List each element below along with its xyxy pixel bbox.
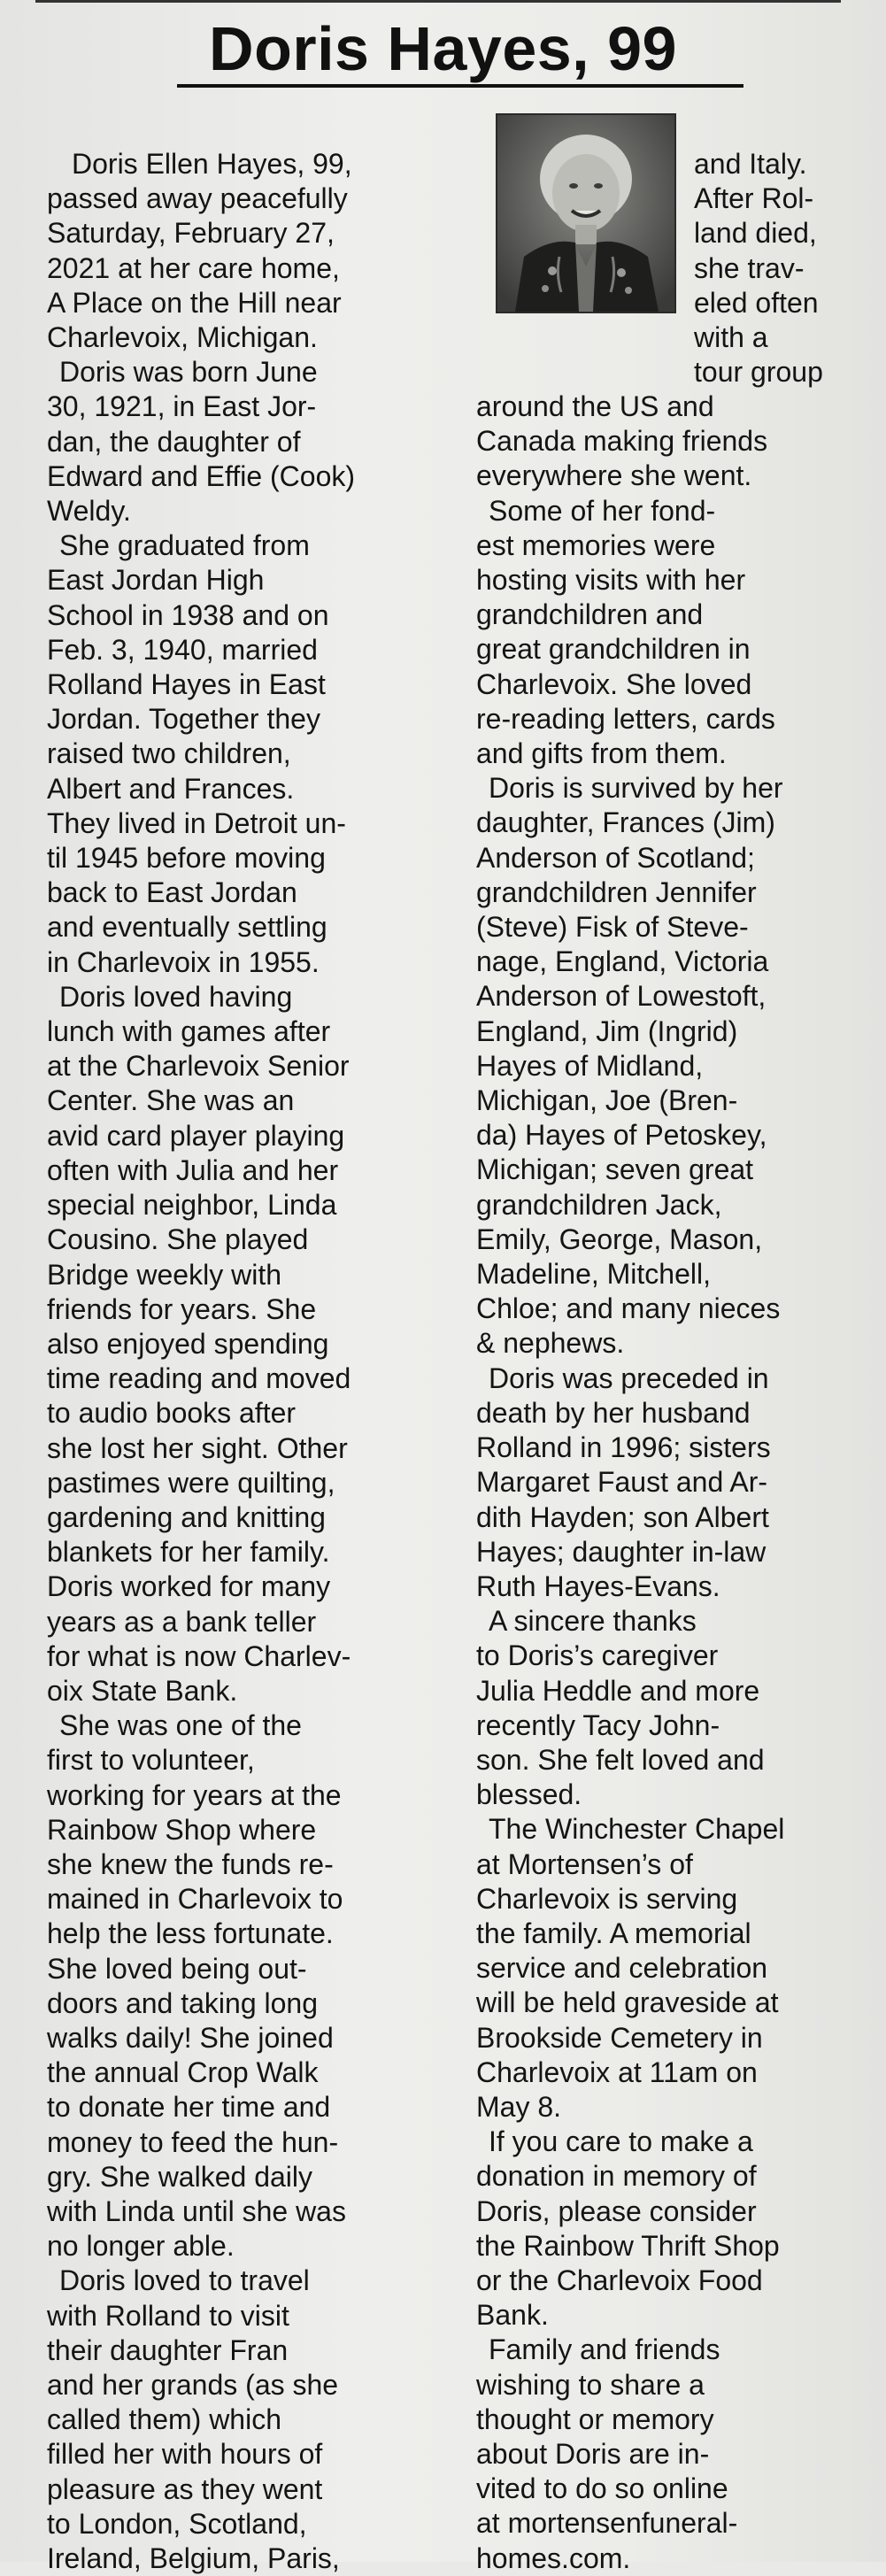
paragraph-death-notice: Doris Ellen Hayes, 99, passed away peacefully Saturday, February 27, 2021 at her care home, A Place on the Hill near Charlevoix, Michigan. xyxy=(47,148,352,354)
paragraph-preceded: Doris was preceded in death by her husband Rolland in 1996; sisters Margaret Faust and Ar- dith Hayden; son Albert Hayes; daughter in-law Ruth Hayes-Evans. xyxy=(476,1361,771,1602)
headline-underline xyxy=(177,84,743,88)
paragraph-survivors: Doris is survived by her daughter, Frances (Jim) Anderson of Scotland; grandchildren Jennifer (Steve) Fisk of Steve- nage, England, Victoria Anderson of Lowestoft, England, Jim (Ingrid) Hayes of Midland, Michigan, Joe (Bren- da) Hayes of Petoskey, Michigan; seven great grandchildren Jack, Emily, George, Mason, Madeline, Mitchell, Chloe; and many nieces & nephews. xyxy=(476,772,783,1360)
paragraph-volunteer: She was one of the first to volunteer, working for years at the Rainbow Shop where she knew the funds re- mained in Charlevoix to help the less fortunate. She loved being out- doors and taking long walks daily! She joined the annual Crop Walk to donate her time and money to feed the hun- gry. She walked daily with Linda until she was no longer able. xyxy=(47,1709,346,2263)
right-column xyxy=(476,389,885,2576)
paragraph-travel: Doris loved to travel with Rolland to visit their daughter Fran and her grands (as she called them) which filled her with hours of pleasure as they went to London, Scotland, Ireland, Belgium, Paris, xyxy=(47,2264,340,2575)
headline: Doris Hayes, 99 xyxy=(209,14,677,83)
portrait-image xyxy=(497,115,674,312)
paragraph-hobbies: Doris loved having lunch with games after at the Charlevoix Senior Center. She was an avid card player playing often with Julia and her special neighbor, Linda Cousino. She played Bridge weekly with friends for years. She also enjoyed spending time reading and moved to audio books after she lost her sight. Other pastimes were quilting, gardening and knitting blankets for her family. Doris worked for many years as a bank teller for what is now Charlev- oix State Bank. xyxy=(47,980,351,1707)
paragraph-memories: Some of her fond- est memories were hosting visits with her grandchildren and great grandchildren in Charlevoix. She loved re-reading letters, cards and gifts from them. xyxy=(476,494,775,770)
portrait-photo xyxy=(496,113,676,313)
paragraph-online-condolences: Family and friends wishing to share a thought or memory about Doris are in- vited to do so online at mortensenfuneral- homes.com. xyxy=(476,2333,738,2574)
paragraph-education-marriage: She graduated from East Jordan High School in 1938 and on Feb. 3, 1940, married Rolland Hayes in East Jordan. Together they raised two children, Albert and Frances. They lived in Detroit un- til 1945 before moving back to East Jordan and eventually settling in Charlevoix in 1955. xyxy=(47,529,346,978)
paragraph-travel-continued: and Italy. After Rol- land died, she trav- eled often with a tour group xyxy=(694,148,823,389)
paragraph-services: The Winchester Chapel at Mortensen’s of Charlevoix is serving the family. A memorial service and celebration will be held graveside at Brookside Cemetery in Charlevoix at 11am on May 8. xyxy=(476,1813,785,2123)
paragraph-travel-end: around the US and Canada making friends everywhere she went. xyxy=(476,390,768,492)
left-column xyxy=(47,147,463,2576)
paragraph-birth: Doris was born June 30, 1921, in East Jor- dan, the daughter of Edward and Effie (Cook) Weldy. xyxy=(47,356,356,528)
paragraph-thanks: A sincere thanks to Doris’s caregiver Julia Heddle and more recently Tacy John- son. She felt loved and blessed. xyxy=(476,1605,765,1811)
right-column-beside-photo xyxy=(694,147,880,389)
top-rule xyxy=(35,0,841,3)
paragraph-donations: If you care to make a donation in memory of Doris, please consider the Rainbow Thrift Shop or the Charlevoix Food Bank. xyxy=(476,2125,780,2332)
